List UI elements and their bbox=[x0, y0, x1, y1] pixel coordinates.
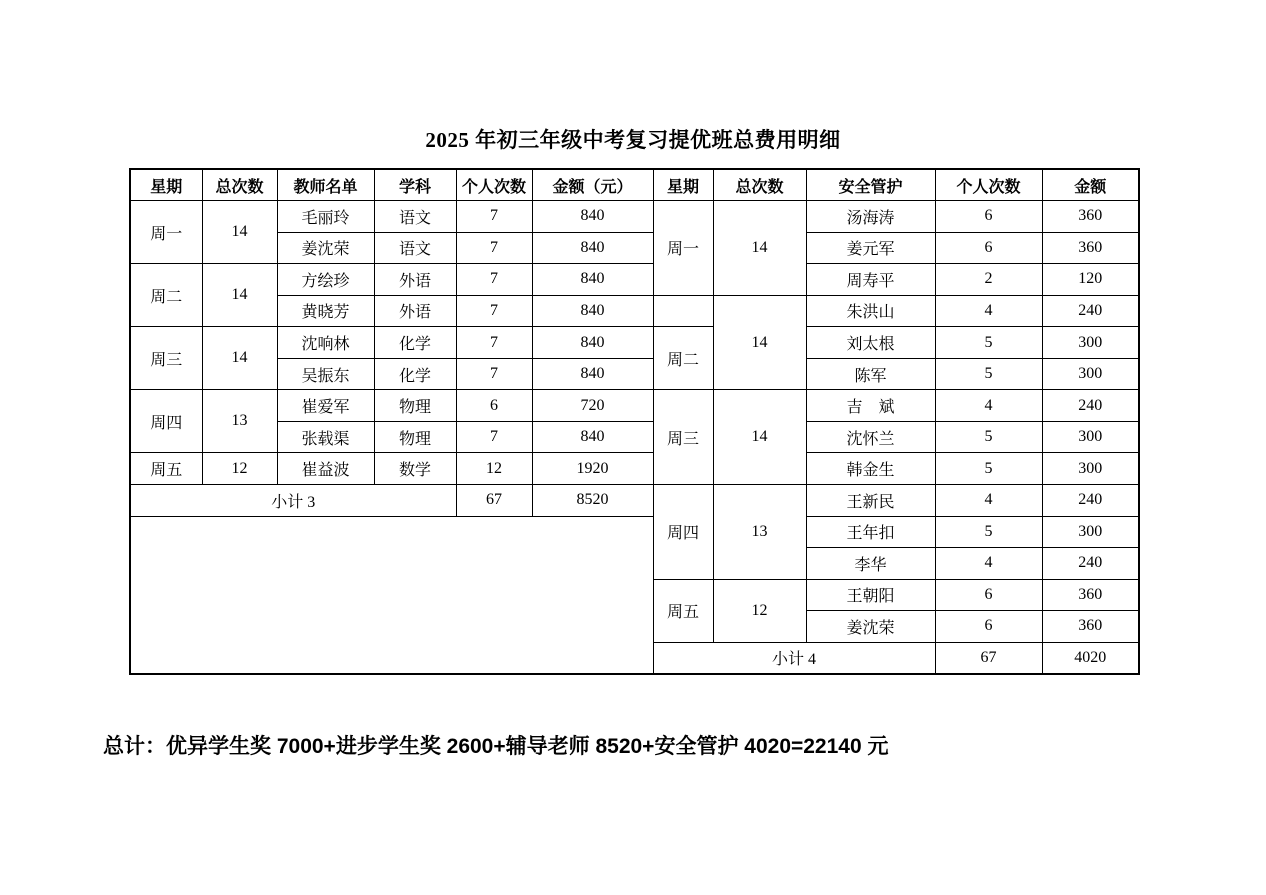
count-cell: 7 bbox=[456, 421, 532, 453]
amount-cell: 360 bbox=[1042, 579, 1139, 611]
subject-cell: 化学 bbox=[374, 358, 456, 390]
table-row bbox=[130, 264, 1139, 296]
left-subtotal-label: 小计 3 bbox=[130, 484, 456, 516]
header-total-count-right: 总次数 bbox=[713, 169, 806, 201]
guard-cell: 刘太根 bbox=[806, 327, 935, 359]
amount-cell: 240 bbox=[1042, 390, 1139, 422]
amount-cell: 840 bbox=[532, 232, 653, 264]
page-title: 2025 年初三年级中考复习提优班总费用明细 bbox=[425, 128, 841, 152]
count-cell: 5 bbox=[935, 421, 1042, 453]
count-cell: 2 bbox=[935, 264, 1042, 296]
subject-cell: 语文 bbox=[374, 232, 456, 264]
header-teacher-list: 教师名单 bbox=[277, 169, 374, 201]
guard-cell: 王年扣 bbox=[806, 516, 935, 548]
amount-cell: 360 bbox=[1042, 611, 1139, 643]
left-day-cell: 周二 bbox=[130, 264, 202, 327]
teacher-cell: 张载渠 bbox=[277, 421, 374, 453]
count-cell: 5 bbox=[935, 327, 1042, 359]
count-cell: 5 bbox=[935, 453, 1042, 485]
subject-cell: 物理 bbox=[374, 390, 456, 422]
right-day-cell: 周三 bbox=[653, 390, 713, 485]
subject-cell: 外语 bbox=[374, 295, 456, 327]
count-cell: 7 bbox=[456, 327, 532, 359]
amount-cell: 360 bbox=[1042, 232, 1139, 264]
amount-cell: 300 bbox=[1042, 453, 1139, 485]
subject-cell: 物理 bbox=[374, 421, 456, 453]
count-cell: 12 bbox=[456, 453, 532, 485]
table-row bbox=[130, 516, 1139, 548]
amount-cell: 300 bbox=[1042, 516, 1139, 548]
teacher-cell: 吴振东 bbox=[277, 358, 374, 390]
table-row bbox=[130, 327, 1139, 359]
count-cell: 6 bbox=[456, 390, 532, 422]
subject-cell: 数学 bbox=[374, 453, 456, 485]
guard-cell: 沈怀兰 bbox=[806, 421, 935, 453]
table-row bbox=[130, 232, 1139, 264]
header-safety-care: 安全管护 bbox=[806, 169, 935, 201]
left-total-cell: 12 bbox=[202, 453, 277, 485]
teacher-cell: 黄晓芳 bbox=[277, 295, 374, 327]
amount-cell: 240 bbox=[1042, 548, 1139, 580]
amount-cell: 840 bbox=[532, 264, 653, 296]
amount-cell: 240 bbox=[1042, 295, 1139, 327]
header-weekday-right: 星期 bbox=[653, 169, 713, 201]
amount-cell: 120 bbox=[1042, 264, 1139, 296]
right-subtotal-amount: 4020 bbox=[1042, 642, 1139, 674]
teacher-cell: 姜沈荣 bbox=[277, 232, 374, 264]
right-day-cell: 周一 bbox=[653, 201, 713, 296]
amount-cell: 300 bbox=[1042, 327, 1139, 359]
count-cell: 7 bbox=[456, 201, 532, 233]
count-cell: 4 bbox=[935, 295, 1042, 327]
guard-cell: 姜沈荣 bbox=[806, 611, 935, 643]
guard-cell: 李华 bbox=[806, 548, 935, 580]
header-weekday-left: 星期 bbox=[130, 169, 202, 201]
amount-cell: 300 bbox=[1042, 421, 1139, 453]
grand-total-text: 总计：优异学生奖 7000+进步学生奖 2600+辅导老师 8520+安全管护 4020=22140 元 bbox=[103, 735, 889, 758]
header-total-count-left: 总次数 bbox=[202, 169, 277, 201]
right-total-cell: 13 bbox=[713, 484, 806, 579]
right-total-cell: 14 bbox=[713, 201, 806, 296]
guard-cell: 韩金生 bbox=[806, 453, 935, 485]
amount-cell: 840 bbox=[532, 295, 653, 327]
count-cell: 5 bbox=[935, 358, 1042, 390]
count-cell: 6 bbox=[935, 611, 1042, 643]
header-personal-count-right: 个人次数 bbox=[935, 169, 1042, 201]
guard-cell: 汤海涛 bbox=[806, 201, 935, 233]
amount-cell: 240 bbox=[1042, 484, 1139, 516]
teacher-cell: 崔爱军 bbox=[277, 390, 374, 422]
teacher-cell: 方绘珍 bbox=[277, 264, 374, 296]
table-row bbox=[130, 358, 1139, 390]
count-cell: 6 bbox=[935, 579, 1042, 611]
amount-cell: 300 bbox=[1042, 358, 1139, 390]
table-row bbox=[130, 453, 1139, 485]
header-amount-left: 金额（元） bbox=[532, 169, 653, 201]
guard-cell: 朱洪山 bbox=[806, 295, 935, 327]
left-day-cell: 周一 bbox=[130, 201, 202, 264]
amount-cell: 1920 bbox=[532, 453, 653, 485]
left-total-cell: 14 bbox=[202, 327, 277, 390]
subject-cell: 化学 bbox=[374, 327, 456, 359]
amount-cell: 840 bbox=[532, 201, 653, 233]
count-cell: 7 bbox=[456, 295, 532, 327]
guard-cell: 王朝阳 bbox=[806, 579, 935, 611]
guard-cell: 姜元军 bbox=[806, 232, 935, 264]
header-personal-count-left: 个人次数 bbox=[456, 169, 532, 201]
count-cell: 6 bbox=[935, 201, 1042, 233]
subject-cell: 外语 bbox=[374, 264, 456, 296]
right-total-cell: 14 bbox=[713, 390, 806, 485]
guard-cell: 周寿平 bbox=[806, 264, 935, 296]
guard-cell: 吉 斌 bbox=[806, 390, 935, 422]
count-cell: 7 bbox=[456, 232, 532, 264]
right-day-cell: 周四 bbox=[653, 484, 713, 579]
amount-cell: 720 bbox=[532, 390, 653, 422]
right-day-cell: 周二 bbox=[653, 327, 713, 390]
header-amount-right: 金额 bbox=[1042, 169, 1139, 201]
subject-cell: 语文 bbox=[374, 201, 456, 233]
guard-cell: 陈军 bbox=[806, 358, 935, 390]
table-row bbox=[130, 201, 1139, 233]
count-cell: 5 bbox=[935, 516, 1042, 548]
teacher-cell: 毛丽玲 bbox=[277, 201, 374, 233]
guard-cell: 王新民 bbox=[806, 484, 935, 516]
left-subtotal-row bbox=[130, 484, 1139, 516]
left-total-cell: 14 bbox=[202, 264, 277, 327]
fee-detail-table bbox=[129, 168, 1140, 675]
count-cell: 7 bbox=[456, 264, 532, 296]
count-cell: 4 bbox=[935, 548, 1042, 580]
amount-cell: 360 bbox=[1042, 201, 1139, 233]
right-day-cell-empty bbox=[653, 295, 713, 327]
left-subtotal-count: 67 bbox=[456, 484, 532, 516]
count-cell: 6 bbox=[935, 232, 1042, 264]
teacher-cell: 沈响林 bbox=[277, 327, 374, 359]
right-total-cell: 14 bbox=[713, 295, 806, 390]
amount-cell: 840 bbox=[532, 327, 653, 359]
left-day-cell: 周四 bbox=[130, 390, 202, 453]
header-row bbox=[130, 169, 1139, 201]
table-row bbox=[130, 295, 1139, 327]
amount-cell: 840 bbox=[532, 358, 653, 390]
table-row bbox=[130, 421, 1139, 453]
amount-cell: 840 bbox=[532, 421, 653, 453]
left-empty-area bbox=[130, 516, 653, 674]
right-subtotal-label: 小计 4 bbox=[653, 642, 935, 674]
left-total-cell: 14 bbox=[202, 201, 277, 264]
left-total-cell: 13 bbox=[202, 390, 277, 453]
left-day-cell: 周五 bbox=[130, 453, 202, 485]
table-row bbox=[130, 390, 1139, 422]
right-subtotal-count: 67 bbox=[935, 642, 1042, 674]
right-day-cell: 周五 bbox=[653, 579, 713, 642]
count-cell: 4 bbox=[935, 390, 1042, 422]
count-cell: 4 bbox=[935, 484, 1042, 516]
right-total-cell: 12 bbox=[713, 579, 806, 642]
left-subtotal-amount: 8520 bbox=[532, 484, 653, 516]
header-subject: 学科 bbox=[374, 169, 456, 201]
left-day-cell: 周三 bbox=[130, 327, 202, 390]
count-cell: 7 bbox=[456, 358, 532, 390]
teacher-cell: 崔益波 bbox=[277, 453, 374, 485]
